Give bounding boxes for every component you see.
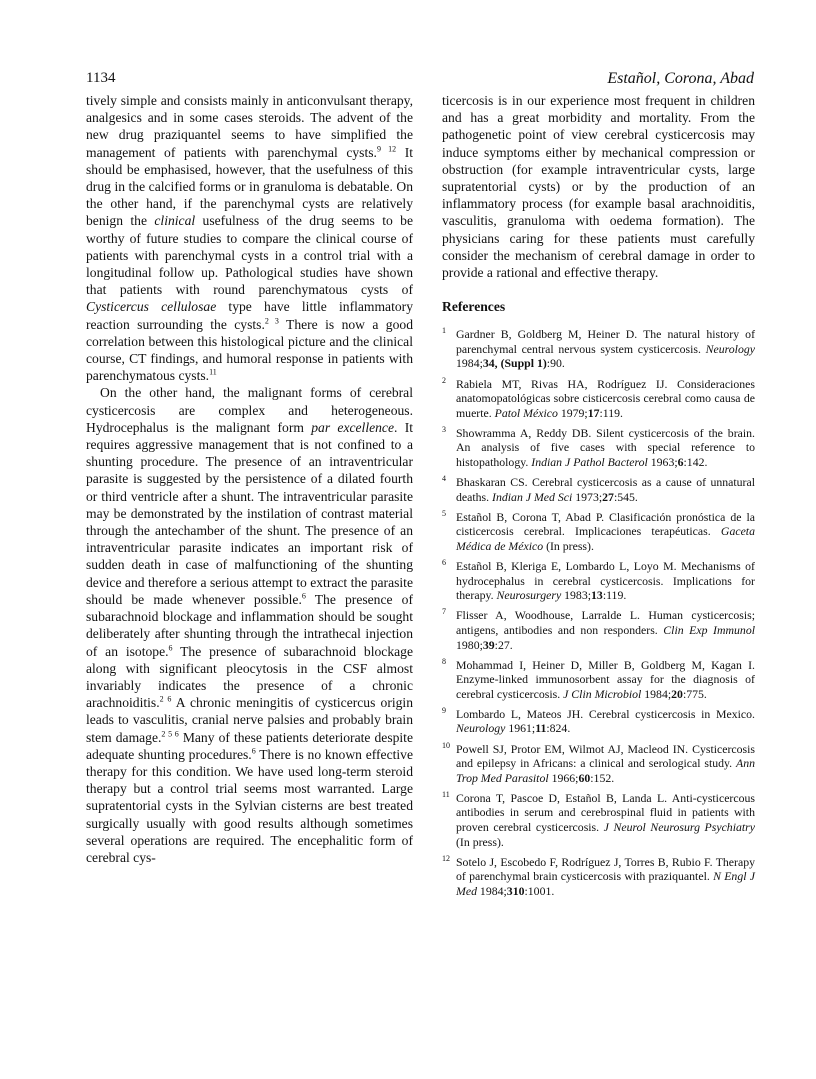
reference-item: 4 Bhaskaran CS. Cerebral cysticercosis as a cause of unnatural deaths. Indian J Med Sci 1973;27:545. xyxy=(442,474,755,504)
reference-item: 12 Sotelo J, Escobedo F, Rodríguez J, Torres B, Rubio F. Therapy of parenchymal brain cysticercosis with praziquantel. N Engl J Med 1984;310:1001. xyxy=(442,853,755,898)
reference-pages: :1001. xyxy=(524,883,555,898)
reference-pages: :142. xyxy=(683,454,708,469)
reference-volume: 60 xyxy=(578,770,591,785)
reference-item: 11 Corona T, Pascoe D, Estañol B, Landa L. Anti-cysticercous antibodies in serum and cerebrospinal fluid in patients with proven cerebral cysticercosis. J Neurol Neurosurg Psychiatry (In press). xyxy=(442,789,755,849)
reference-pages: :90. xyxy=(546,356,565,371)
citation: 9 12 xyxy=(376,144,397,154)
reference-text: Rabiela MT, Rivas HA, Rodríguez IJ. Consideraciones anatomopatológicas sobre cisticercosis cerebral como causa de muerte. xyxy=(456,376,755,420)
reference-volume: 20 xyxy=(671,686,683,701)
reference-text: Powell SJ, Protor EM, Wilmot AJ, Macleod IN. Cysticercosis and epilepsy in Africans: a clinical and serological study. xyxy=(456,741,755,771)
reference-pages: :824. xyxy=(546,721,571,736)
body-paragraph: ticercosis is in our experience most frequent in children and has a great morbidity and mortality. From the pathogenetic point of view cerebral cysticercosis may induce symptoms either by mechanical compression or obstruction (for example intraventricular cysts, large supratentorial cysts) or by the production of an inflammatory process (for example basal arachnoiditis, vasculitis, granuloma with oedema formation). The physicians caring for these patients must carefully consider the mechanism of cerebral damage in order to provide a rational and effective therapy. xyxy=(442,93,755,281)
reference-text: Corona T, Pascoe D, Estañol B, Landa L. Anti-cysticercous antibodies in serum and cerebrospinal fluid in patients with proven cerebral cysticercosis. xyxy=(456,790,755,835)
reference-text: Showramma A, Reddy DB. Silent cysticercosis of the brain. An analysis of five cases with special reference to histopathology. xyxy=(456,425,755,469)
reference-pages: :775. xyxy=(682,686,707,701)
citation: 2 5 6 xyxy=(161,728,179,738)
page-number: 1134 xyxy=(86,70,116,86)
reference-pages: :152. xyxy=(590,770,615,785)
reference-item: 10 Powell SJ, Protor EM, Wilmot AJ, Macleod IN. Cysticercosis and epilepsy in Africans: a clinical and serological study. Ann Trop Med Parasitol 1966;60:152. xyxy=(442,740,755,785)
reference-text: Estañol B, Corona T, Abad P. Clasificación pronóstica de la cisticercosis cerebral. Implicaciones terapéuticas. xyxy=(456,509,755,539)
reference-year: 1984; xyxy=(456,356,483,371)
reference-journal: Ann Trop Med Parasitol xyxy=(456,756,755,785)
reference-item: 1 Gardner B, Goldberg M, Heiner D. The natural history of parenchymal central nervous system cysticercosis. Neurology 1984;34, (Suppl 1):90. xyxy=(442,326,755,371)
reference-journal: Indian J Med Sci xyxy=(492,489,573,504)
reference-year: 1979; xyxy=(557,405,588,420)
reference-list xyxy=(442,327,755,898)
reference-journal: Neurosurgery xyxy=(496,588,562,603)
references-heading: References xyxy=(442,299,506,315)
reference-pages: :27. xyxy=(494,637,513,652)
reference-journal: N Engl J Med xyxy=(456,869,755,898)
reference-item: 8 Mohammad I, Heiner D, Miller B, Goldberg M, Kagan I. Enzyme-linked immunosorbent assay for the diagnosis of cerebral cysticercosis. J Clin Microbiol 1984;20:775. xyxy=(442,656,755,701)
citation: 6 xyxy=(301,591,306,601)
left-column xyxy=(86,92,413,866)
reference-volume: 310 xyxy=(506,883,525,898)
reference-journal: Patol México xyxy=(494,405,558,420)
reference-volume: 11 xyxy=(535,721,547,736)
body-paragraph: On the other hand, the malignant forms of cerebral cysticercosis are complex and heterogeneous. Hydrocephalus is the malignant form par excellence. It requires aggressive management that is not confined to a shunting procedure. The presence of an intraventricular parasite is suggested by the persistence of a dilated fourth or third ventricle after a shunt. The intraventricular parasite may be demonstrated by the instilation of contrast material through the antechamber of the shunt. The presence of an intraventricular parasite indicates an important risk of sudden death in case of malfunctioning of the shunting device and therefore a serious attempt to extract the parasite should be made whenever possible.$^6$ The presence of subarachnoid blockage and inflammation should be sought deliberately after shunting through the intrathecal injection of an isotope.$^6$ The presence of subarachnoid blockage along with significant pleocytosis in the CSF almost invariably indicates the presence of a chronic arachnoiditis.$^{2 6}$ A chronic meningitis of cysticercus origin leads to vasculitis, cranial nerve palsies and probably brain stem damage.$^{2 5 6}$ Many of these patients deteriorate despite adequate shunting procedures.$^6$ There is no known effective therapy for this condition. We have used long-term steroid therapy but a control trial seems most warranted. Large supratentorial cysts in the Sylvian cisterns are best treated surgically usually with good results although sometimes several operations are required. The encephalitic form of cerebral cys- xyxy=(86,385,414,865)
reference-year: (In press). xyxy=(543,538,594,553)
reference-pages: :119. xyxy=(602,588,627,603)
reference-year: 1983; xyxy=(561,588,592,603)
reference-journal: Clin Exp Immunol xyxy=(663,622,755,637)
reference-text: Bhaskaran CS. Cerebral cysticercosis as a cause of unnatural deaths. xyxy=(456,475,755,504)
reference-pages: :545. xyxy=(613,489,638,504)
reference-year: 1963; xyxy=(647,454,678,469)
reference-volume: 34, (Suppl 1) xyxy=(482,356,547,371)
reference-item: 3 Showramma A, Reddy DB. Silent cysticercosis of the brain. An analysis of five cases with special reference to histopathology. Indian J Pathol Bacterol 1963;6:142. xyxy=(442,424,755,469)
reference-pages: :119. xyxy=(599,405,623,420)
reference-journal: J Neurol Neurosurg Psychiatry xyxy=(603,820,755,835)
reference-volume: 39 xyxy=(482,637,495,652)
reference-volume: 6 xyxy=(677,454,684,469)
reference-text: Lombardo L, Mateos JH. Cerebral cysticercosis in Mexico. xyxy=(456,706,755,721)
right-column xyxy=(442,92,755,904)
reference-volume: 17 xyxy=(587,405,600,420)
reference-item: 5 Estañol B, Corona T, Abad P. Clasificación pronóstica de la cisticercosis cerebral. Implicaciones terapéuticas. Gaceta Médica de México (In press). xyxy=(442,508,755,553)
reference-year: 1973; xyxy=(572,489,603,504)
running-head-authors: Estañol, Corona, Abad xyxy=(607,70,754,87)
citation: 6 xyxy=(168,642,173,652)
reference-text: Mohammad I, Heiner D, Miller B, Goldberg M, Kagan I. Enzyme-linked immunosorbent assay for the diagnosis of cerebral cysticercosis. xyxy=(456,657,755,701)
page-header xyxy=(86,70,754,92)
reference-volume: 13 xyxy=(591,588,603,603)
reference-year: 1980; xyxy=(456,637,483,652)
reference-journal: Neurology xyxy=(705,341,755,356)
reference-year: (In press). xyxy=(456,834,504,849)
citation: 2 6 xyxy=(159,694,172,704)
reference-item: 6 Estañol B, Kleriga E, Lombardo L, Loyo M. Mechanisms of hydrocephalus in cerebral cysticercosis. Implications for therapy. Neurosurgery 1983;13:119. xyxy=(442,558,755,603)
reference-journal: J Clin Microbiol xyxy=(563,686,642,701)
body-paragraph: tively simple and consists mainly in anticonvulsant therapy, analgesics and in some cases steroids. The advent of the new drug praziquantel seems to have simplified the management of patients with parenchymal cysts.$^{9 12}$ It should be emphasised, however, that the usefulness of this drug in the calcified forms or in granuloma is debatable. On the other hand, if the parenchymal cysts are relatively benign the clinical usefulness of the drug seems to be worthy of future studies to compare the clinical course of patients with parenchymal cysts in a control trial with a longitudinal follow up. Pathological studies have shown that patients with round parenchymatous cysts of Cysticercus cellulosae type have little inflammatory reaction surrounding the cysts.$^{2 3}$ There is now a good correlation between this histological picture and the clinical course, CT findings, and humoral response in patients with parenchymatous cysts.$^{11}$ xyxy=(86,93,414,384)
citation: 11 xyxy=(209,367,217,377)
reference-journal: Gaceta Médica de México xyxy=(456,524,755,553)
reference-text: Sotelo J, Escobedo F, Rodríguez J, Torres B, Rubio F. Therapy of parenchymal brain cysticercosis with praziquantel. xyxy=(456,854,755,884)
reference-item: 2 Rabiela MT, Rivas HA, Rodríguez IJ. Consideraciones anatomopatológicas sobre cisticercosis cerebral como causa de muerte. Patol México 1979;17:119. xyxy=(442,375,755,420)
reference-year: 1966; xyxy=(548,770,579,785)
reference-text: Flisser A, Woodhouse, Larralde L. Human cysticercosis; antigens, antibodies and non responders. xyxy=(456,608,755,637)
reference-item: 7 Flisser A, Woodhouse, Larralde L. Human cysticercosis; antigens, antibodies and non responders. Clin Exp Immunol 1980;39:27. xyxy=(442,607,755,652)
reference-journal: Neurology xyxy=(456,721,506,736)
citation: 6 xyxy=(251,746,256,756)
reference-text: Estañol B, Kleriga E, Lombardo L, Loyo M. Mechanisms of hydrocephalus in cerebral cysticercosis. Implications for therapy. xyxy=(456,559,755,603)
reference-item: 9 Lombardo L, Mateos JH. Cerebral cysticercosis in Mexico. Neurology 1961;11:824. xyxy=(442,705,755,736)
reference-journal: Indian J Pathol Bacterol xyxy=(531,454,648,469)
reference-text: Gardner B, Goldberg M, Heiner D. The natural history of parenchymal central nervous system cysticercosis. xyxy=(456,327,755,356)
reference-volume: 27 xyxy=(602,489,614,504)
reference-year: 1984; xyxy=(476,883,507,898)
citation: 2 3 xyxy=(264,316,279,326)
reference-year: 1984; xyxy=(641,686,672,701)
reference-year: 1961; xyxy=(505,721,536,736)
